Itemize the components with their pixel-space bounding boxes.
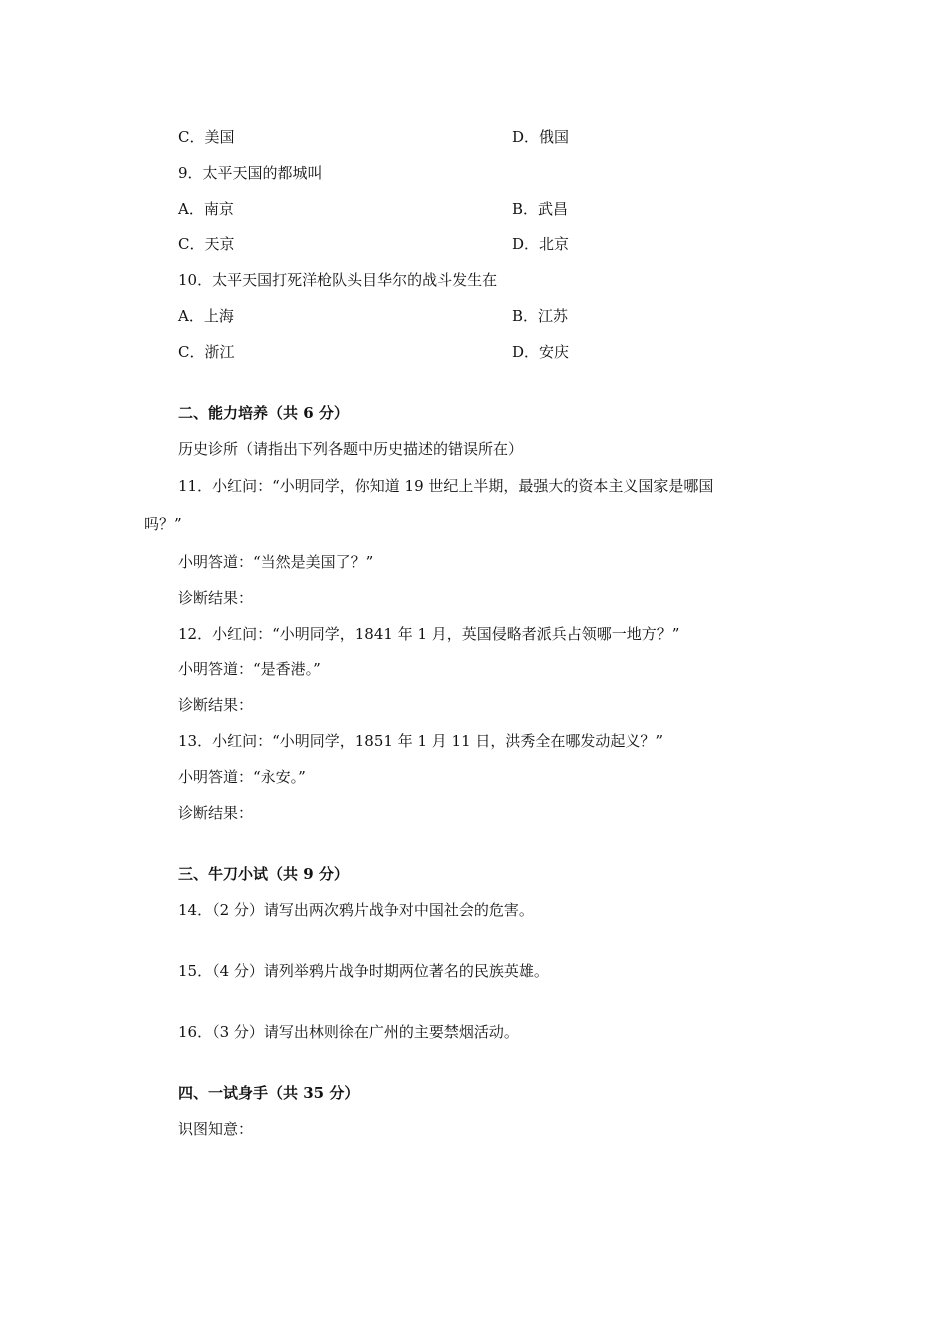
q10-option-d: D．安庆 — [512, 343, 570, 361]
section4-heading: 四、一试身手（共 35 分） — [178, 1084, 360, 1102]
q10-option-c: C．浙江 — [178, 343, 235, 361]
q9-stem: 9．太平天国的都城叫 — [178, 164, 323, 182]
q11-answer: 小明答道：“当然是美国了？” — [178, 553, 374, 571]
q9-option-b: B．武昌 — [512, 200, 569, 218]
q12-stem: 12．小红问：“小明同学，1841 年 1 月，英国侵略者派兵占领哪一地方？” — [178, 625, 680, 643]
q11-stem-line1: 11．小红问：“小明同学，你知道 19 世纪上半期，最强大的资本主义国家是哪国 — [178, 477, 714, 495]
q14: 14．（2 分）请写出两次鸦片战争对中国社会的危害。 — [178, 901, 534, 919]
q13-stem: 13．小红问：“小明同学，1851 年 1 月 11 日，洪秀全在哪发动起义？” — [178, 732, 664, 750]
section3-heading: 三、牛刀小试（共 9 分） — [178, 865, 349, 883]
q12-diagnosis: 诊断结果： — [178, 696, 254, 714]
q9-option-d: D．北京 — [512, 235, 570, 253]
q10-option-a: A．上海 — [178, 307, 234, 325]
q10-option-b: B．江苏 — [512, 307, 569, 325]
section2-heading: 二、能力培养（共 6 分） — [178, 404, 349, 422]
q16: 16．（3 分）请写出林则徐在广州的主要禁烟活动。 — [178, 1023, 519, 1041]
q9-option-c: C．天京 — [178, 235, 235, 253]
q11-stem-line2: 吗？” — [144, 515, 182, 533]
q8-option-d: D．俄国 — [512, 128, 570, 146]
q10-stem: 10．太平天国打死洋枪队头目华尔的战斗发生在 — [178, 271, 498, 289]
q13-diagnosis: 诊断结果： — [178, 804, 254, 822]
section4-intro: 识图知意： — [178, 1120, 254, 1138]
q12-answer: 小明答道：“是香港。” — [178, 660, 321, 678]
section2-intro: 历史诊所（请指出下列各题中历史描述的错误所在） — [178, 440, 524, 458]
q8-option-c: C．美国 — [178, 128, 235, 146]
q9-option-a: A．南京 — [178, 200, 234, 218]
q13-answer: 小明答道：“永安。” — [178, 768, 306, 786]
q15: 15．（4 分）请列举鸦片战争时期两位著名的民族英雄。 — [178, 962, 549, 980]
q11-diagnosis: 诊断结果： — [178, 589, 254, 607]
